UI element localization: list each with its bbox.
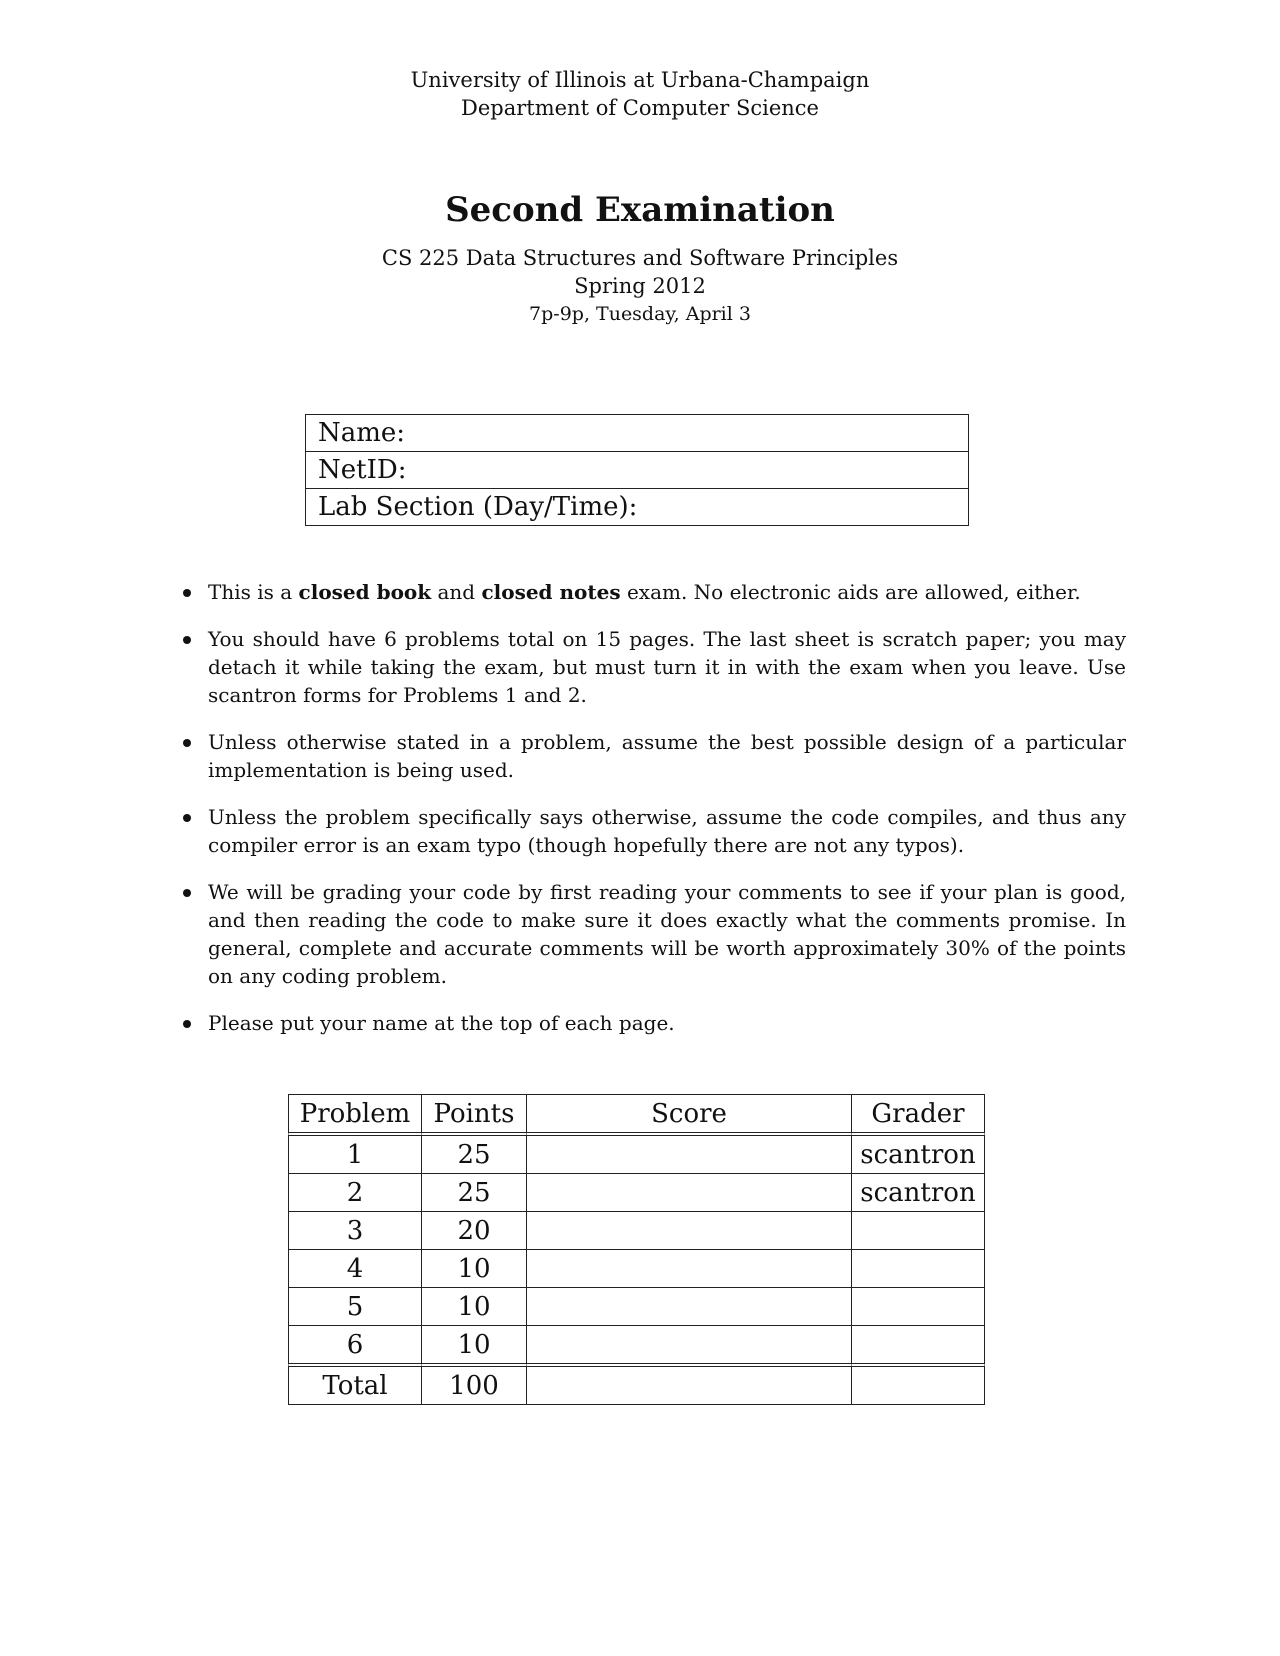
total-grader-cell[interactable] bbox=[852, 1367, 985, 1405]
points-value: 20 bbox=[422, 1212, 527, 1250]
bullet-icon bbox=[183, 1020, 191, 1028]
table-row bbox=[288, 1136, 985, 1174]
points-value: 25 bbox=[422, 1174, 527, 1212]
student-info-table bbox=[305, 414, 969, 526]
bullet-icon bbox=[183, 739, 191, 747]
netid-row bbox=[306, 452, 969, 489]
term: Spring 2012 bbox=[574, 274, 706, 298]
table-row bbox=[288, 1326, 985, 1367]
instruction-item: Unless otherwise stated in a problem, assume the best possible design of a particular implementation is being used. bbox=[180, 728, 1126, 784]
problem-number: 5 bbox=[288, 1288, 422, 1326]
score-cell[interactable] bbox=[527, 1212, 852, 1250]
table-row bbox=[288, 1288, 985, 1326]
grader-cell[interactable] bbox=[852, 1250, 985, 1288]
score-table bbox=[288, 1094, 985, 1405]
name-field[interactable]: Name: bbox=[306, 415, 969, 452]
instruction-item: You should have 6 problems total on 15 pages. The last sheet is scratch paper; you may detach it while taking the exam, but must turn it in with the exam when you leave. Use scantron forms for Problems 1 and 2. bbox=[180, 625, 1126, 709]
grader-cell: scantron bbox=[852, 1136, 985, 1174]
bullet-icon bbox=[183, 589, 191, 597]
total-points: 100 bbox=[422, 1367, 527, 1405]
university-name: University of Illinois at Urbana-Champaign bbox=[410, 68, 870, 92]
lab-section-row bbox=[306, 489, 969, 526]
table-row bbox=[288, 1250, 985, 1288]
points-value: 10 bbox=[422, 1250, 527, 1288]
score-cell[interactable] bbox=[527, 1288, 852, 1326]
problem-number: 1 bbox=[288, 1136, 422, 1174]
score-cell[interactable] bbox=[527, 1174, 852, 1212]
bold-phrase: closed book bbox=[298, 580, 432, 604]
grader-cell[interactable] bbox=[852, 1326, 985, 1367]
table-row bbox=[288, 1212, 985, 1250]
problem-number: 3 bbox=[288, 1212, 422, 1250]
grader-cell[interactable] bbox=[852, 1212, 985, 1250]
bullet-icon bbox=[183, 889, 191, 897]
header-grader: Grader bbox=[852, 1094, 985, 1136]
points-value: 10 bbox=[422, 1326, 527, 1367]
total-score-cell[interactable] bbox=[527, 1367, 852, 1405]
score-table-header bbox=[288, 1094, 985, 1136]
problem-number: 2 bbox=[288, 1174, 422, 1212]
problem-number: 6 bbox=[288, 1326, 422, 1367]
grader-cell[interactable] bbox=[852, 1288, 985, 1326]
total-label: Total bbox=[288, 1367, 422, 1405]
table-row bbox=[288, 1174, 985, 1212]
points-value: 10 bbox=[422, 1288, 527, 1326]
bullet-icon bbox=[183, 814, 191, 822]
score-cell[interactable] bbox=[527, 1136, 852, 1174]
exam-title: Second Examination bbox=[445, 190, 835, 230]
bold-phrase: closed notes bbox=[481, 580, 621, 604]
name-row bbox=[306, 415, 969, 452]
instruction-item: Please put your name at the top of each page. bbox=[180, 1009, 1126, 1037]
lab-section-field[interactable]: Lab Section (Day/Time): bbox=[306, 489, 969, 526]
total-row bbox=[288, 1367, 985, 1405]
header-problem: Problem bbox=[288, 1094, 422, 1136]
department-name: Department of Computer Science bbox=[461, 96, 819, 120]
score-cell[interactable] bbox=[527, 1326, 852, 1367]
score-cell[interactable] bbox=[527, 1250, 852, 1288]
bullet-icon bbox=[183, 636, 191, 644]
points-value: 25 bbox=[422, 1136, 527, 1174]
netid-field[interactable]: NetID: bbox=[306, 452, 969, 489]
grader-cell: scantron bbox=[852, 1174, 985, 1212]
course-name: CS 225 Data Structures and Software Principles bbox=[381, 246, 899, 270]
instruction-item: Unless the problem specifically says otherwise, assume the code compiles, and thus any compiler error is an exam typo (though hopefully there are not any typos). bbox=[180, 803, 1126, 859]
instruction-item: We will be grading your code by first reading your comments to see if your plan is good, and then reading the code to make sure it does exactly what the comments promise. In general, complete and accurate comments will be worth approximately 30% of the points on any coding problem. bbox=[180, 878, 1126, 990]
problem-number: 4 bbox=[288, 1250, 422, 1288]
header-score: Score bbox=[527, 1094, 852, 1136]
exam-time: 7p-9p, Tuesday, April 3 bbox=[529, 303, 751, 325]
instructions-list bbox=[180, 578, 1126, 1056]
header-points: Points bbox=[422, 1094, 527, 1136]
instruction-item: This is a closed book and closed notes exam. No electronic aids are allowed, either. bbox=[180, 578, 1126, 606]
